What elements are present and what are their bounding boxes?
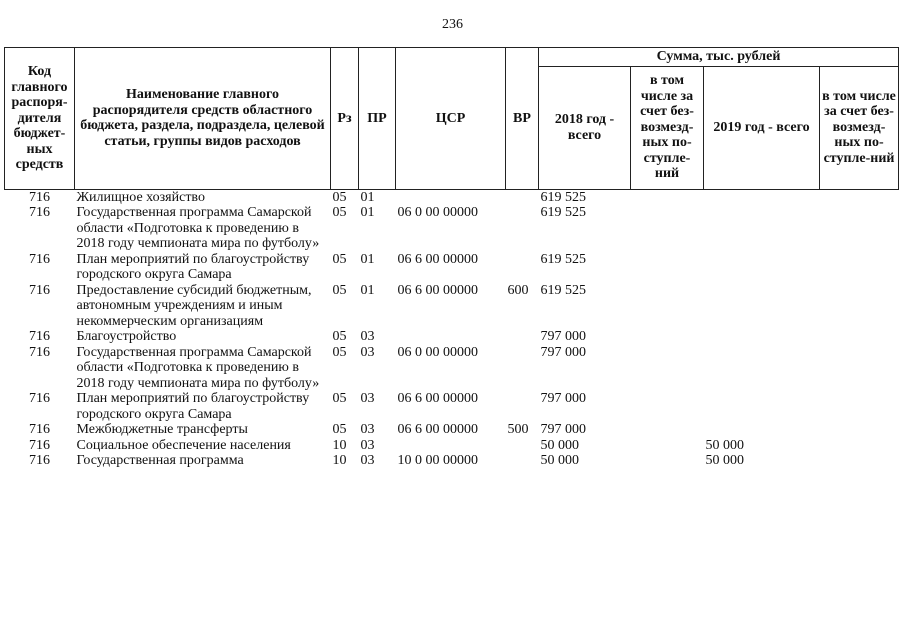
row-csr: 06 6 00 00000 [397, 282, 478, 298]
row-pr: 01 [360, 189, 375, 205]
row-vr [506, 391, 539, 422]
row-sum-2019 [704, 329, 820, 345]
row-free-2019 [820, 252, 899, 283]
row-csr: 06 6 00 00000 [397, 391, 478, 406]
row-code: 716 [29, 437, 50, 453]
row-code: 716 [29, 344, 50, 360]
header-sum-group: Сумма, тыс. рублей [539, 48, 899, 67]
table-row [5, 453, 899, 469]
row-rz: 10 [332, 453, 347, 468]
row-free-2018 [631, 453, 704, 469]
header-vr: ВР [506, 48, 539, 190]
row-vr [506, 205, 539, 252]
row-sum-2018: 619 525 [540, 205, 586, 220]
row-rz: 05 [332, 205, 347, 220]
row-pr: 01 [360, 251, 375, 267]
row-sum-2018: 797 000 [540, 329, 586, 344]
row-pr: 01 [360, 282, 375, 298]
row-sum-2019 [704, 252, 820, 283]
row-free-2019 [820, 391, 899, 422]
row-sum-2018: 797 000 [540, 422, 586, 437]
row-sum-2018: 797 000 [540, 391, 586, 406]
row-sum-2018: 619 525 [540, 251, 586, 267]
row-pr: 03 [360, 422, 375, 437]
row-free-2018 [631, 438, 704, 454]
row-free-2018 [631, 422, 704, 438]
row-sum-2018: 797 000 [540, 344, 586, 360]
table-row [5, 391, 899, 422]
row-pr: 01 [360, 205, 375, 220]
row-sum-2019 [704, 422, 820, 438]
table-row [5, 329, 899, 345]
row-rz: 05 [332, 391, 347, 406]
row-sum-2018: 619 525 [540, 189, 586, 205]
row-free-2018 [631, 205, 704, 252]
row-sum-2019 [704, 189, 820, 205]
table-row [5, 283, 899, 330]
row-vr [506, 345, 539, 392]
row-vr: 500 [507, 422, 529, 437]
row-rz: 10 [332, 437, 347, 453]
row-code: 716 [29, 391, 50, 406]
row-free-2019 [820, 283, 899, 330]
row-rz: 05 [332, 251, 347, 267]
row-name: Жилищное хозяйство [76, 189, 205, 205]
row-free-2018 [631, 391, 704, 422]
row-name: Благоустройство [76, 329, 177, 344]
table-row [5, 345, 899, 392]
header-2018-total: 2018 год - всего [539, 66, 631, 189]
page-number: 236 [442, 17, 463, 32]
row-code: 716 [29, 205, 50, 220]
row-csr: 10 0 00 00000 [397, 453, 478, 468]
row-sum-2019: 50 000 [705, 453, 744, 468]
row-vr [506, 189, 539, 205]
row-sum-2018: 50 000 [540, 437, 579, 453]
row-csr: 06 6 00 00000 [397, 422, 478, 437]
header-code: Код главного распоря-дителя бюджет-ных средств [5, 48, 75, 190]
row-csr: 06 6 00 00000 [397, 251, 478, 267]
row-name: Государственная программа [76, 453, 244, 468]
header-pr: ПР [359, 48, 396, 190]
row-free-2019 [820, 205, 899, 252]
row-vr [506, 438, 539, 454]
row-name: Межбюджетные трансферты [76, 422, 248, 437]
row-csr [396, 438, 506, 454]
row-csr: 06 0 00 00000 [397, 344, 478, 360]
budget-table [4, 47, 899, 469]
table-row [5, 205, 899, 252]
row-name: Государственная программа Самарской области «Подготовка к проведению в 2018 году чемпионата мира по футболу» [76, 205, 320, 251]
row-name: План мероприятий по благоустройству городского округа Самара [76, 251, 310, 282]
table-row [5, 189, 899, 205]
row-vr [506, 329, 539, 345]
row-csr [396, 329, 506, 345]
row-pr: 03 [360, 437, 375, 453]
row-free-2019 [820, 345, 899, 392]
row-name: Социальное обеспечение населения [76, 437, 291, 453]
row-free-2018 [631, 329, 704, 345]
row-csr [396, 189, 506, 205]
row-free-2018 [631, 283, 704, 330]
row-code: 716 [29, 329, 50, 344]
row-code: 716 [29, 453, 50, 468]
row-name: Государственная программа Самарской области «Подготовка к проведению в 2018 году чемпионата мира по футболу» [76, 344, 320, 391]
row-code: 716 [29, 251, 50, 267]
table-body [5, 189, 899, 469]
row-sum-2018: 50 000 [540, 453, 579, 468]
row-code: 716 [29, 422, 50, 437]
row-vr: 600 [507, 282, 529, 298]
row-free-2019 [820, 438, 899, 454]
row-csr: 06 0 00 00000 [397, 205, 478, 220]
row-free-2018 [631, 252, 704, 283]
header-2019-free: в том числе за счет без-возмезд-ных по-ступле-ний [820, 66, 899, 189]
row-sum-2019 [704, 205, 820, 252]
header-rz: Рз [331, 48, 359, 190]
row-sum-2018: 619 525 [540, 282, 586, 298]
row-name: Предоставление субсидий бюджетным, автономным учреждениям и иным некоммерческим организациям [76, 282, 312, 329]
row-rz: 05 [332, 344, 347, 360]
row-vr [506, 453, 539, 469]
row-name: План мероприятий по благоустройству городского округа Самара [76, 391, 310, 422]
header-2018-free: в том числе за счет без-возмезд-ных по-ступле-ний [631, 66, 704, 189]
row-pr: 03 [360, 453, 375, 468]
row-sum-2019 [704, 391, 820, 422]
row-free-2019 [820, 189, 899, 205]
header-csr: ЦСР [396, 48, 506, 190]
row-pr: 03 [360, 344, 375, 360]
row-sum-2019 [704, 345, 820, 392]
header-name: Наименование главного распорядителя средств областного бюджета, раздела, подраздела, целевой статьи, группы видов расходов [75, 48, 331, 190]
row-free-2019 [820, 422, 899, 438]
row-rz: 05 [332, 189, 347, 205]
row-code: 716 [29, 282, 50, 298]
row-pr: 03 [360, 329, 375, 344]
row-rz: 05 [332, 422, 347, 437]
table-row [5, 438, 899, 454]
row-code: 716 [29, 189, 50, 205]
row-free-2019 [820, 329, 899, 345]
row-sum-2019 [704, 283, 820, 330]
table-row [5, 422, 899, 438]
row-free-2018 [631, 189, 704, 205]
row-rz: 05 [332, 282, 347, 298]
header-2019-total: 2019 год - всего [704, 66, 820, 189]
row-pr: 03 [360, 391, 375, 406]
row-sum-2019: 50 000 [705, 437, 744, 453]
row-rz: 05 [332, 329, 347, 344]
table-header [5, 48, 899, 190]
row-free-2018 [631, 345, 704, 392]
table-row [5, 252, 899, 283]
row-vr [506, 252, 539, 283]
row-free-2019 [820, 453, 899, 469]
